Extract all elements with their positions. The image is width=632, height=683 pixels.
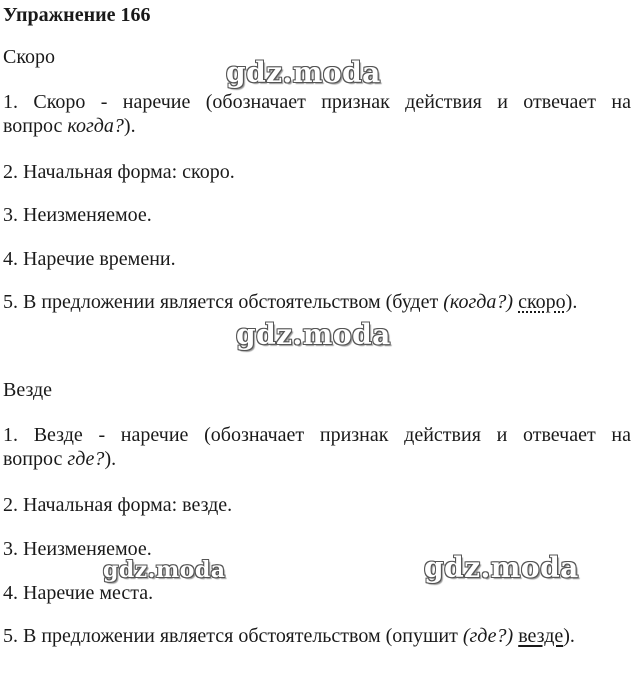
section-skoro-point-2: 2. Начальная форма: скоро. xyxy=(3,161,235,183)
point-5-suffix: ). xyxy=(563,625,575,647)
section-vezde-point-2: 2. Начальная форма: везде. xyxy=(3,494,233,516)
point-1-question: где? xyxy=(67,448,105,470)
point-5-prefix: 5. В предложении является обстоятельством (будет xyxy=(3,291,444,313)
point-1-prefix: вопрос xyxy=(3,448,68,470)
point-1-line-2 xyxy=(3,447,631,471)
point-1-suffix: ). xyxy=(104,448,117,470)
section-vezde-point-5 xyxy=(3,624,631,648)
section-vezde-point-3: 3. Неизменяемое. xyxy=(3,538,152,560)
point-1-line-1: 1. Скоро - наречие (обозначает признак действия и отвечает на xyxy=(3,91,631,113)
point-5-word: скоро xyxy=(518,291,566,313)
section-vezde-point-1 xyxy=(3,423,631,471)
point-1-suffix: ). xyxy=(123,115,136,137)
point-1-prefix: вопрос xyxy=(3,115,68,137)
point-1-question: когда? xyxy=(67,115,124,137)
point-1-line-1: 1. Везде - наречие (обозначает признак действия и отвечает на xyxy=(3,424,631,446)
section-vezde-point-4: 4. Наречие места. xyxy=(3,582,154,604)
watermark-logo: gdz.moda xyxy=(236,318,391,351)
point-5-prefix: 5. В предложении является обстоятельством (опушит xyxy=(3,625,463,647)
section-word-skoro: Скоро xyxy=(3,46,56,68)
section-skoro-point-4: 4. Наречие времени. xyxy=(3,248,176,270)
point-5-suffix: ). xyxy=(565,291,578,313)
exercise-title: Упражнение 166 xyxy=(3,4,151,26)
point-5-question: (где?) xyxy=(462,625,514,647)
section-skoro-point-1 xyxy=(3,90,631,138)
section-skoro-point-3: 3. Неизменяемое. xyxy=(3,204,152,226)
watermark-logo: gdz.moda xyxy=(226,56,381,89)
point-5-question: (когда?) xyxy=(443,291,514,313)
watermark-logo: gdz.moda xyxy=(103,557,226,583)
section-word-vezde: Везде xyxy=(3,379,53,401)
point-1-line-2 xyxy=(3,114,631,138)
section-skoro-point-5 xyxy=(3,290,631,314)
point-5-word: везде xyxy=(518,625,564,647)
watermark-logo: gdz.moda xyxy=(424,551,579,584)
